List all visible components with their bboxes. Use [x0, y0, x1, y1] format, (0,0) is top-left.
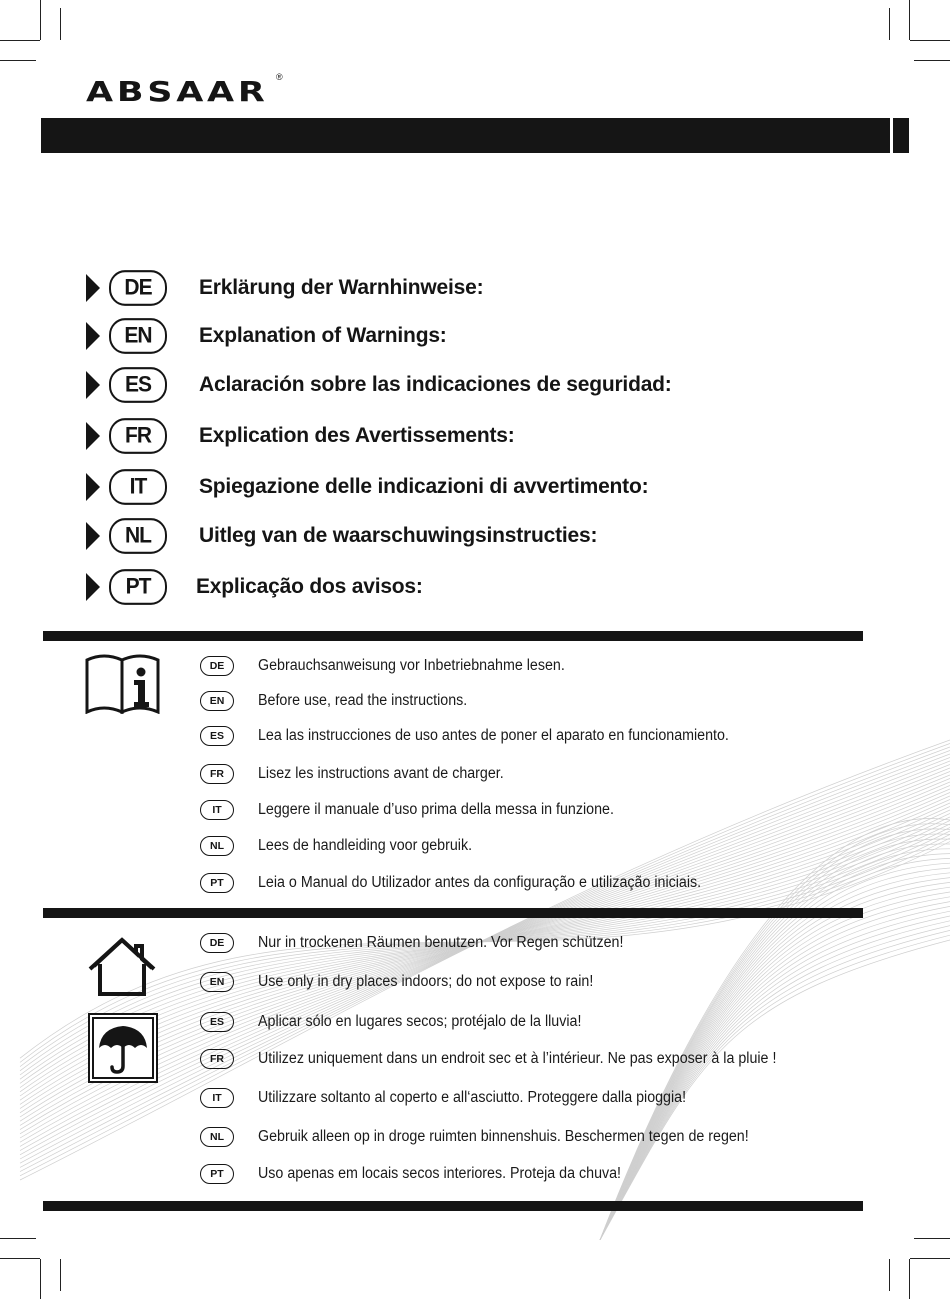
header-bar: [41, 118, 909, 153]
item-text: Gebrauchsanweisung vor Inbetriebnahme lesen.: [258, 657, 565, 674]
section-divider: [43, 908, 863, 918]
section-divider: [43, 1201, 863, 1211]
language-badge: EN: [200, 972, 234, 992]
crop-mark: [910, 1258, 950, 1259]
heading-row-pt: [86, 570, 423, 604]
crop-mark: [40, 0, 41, 40]
umbrella-keep-dry-icon: [87, 1012, 159, 1084]
crop-mark: [909, 0, 910, 40]
item-text: Utilizzare soltanto al coperto e all‘asciutto. Proteggere dalla pioggia!: [258, 1089, 687, 1106]
item-text: Nur in trockenen Räumen benutzen. Vor Regen schützen!: [258, 934, 624, 951]
list-item: [200, 1010, 610, 1034]
heading-row-nl: [86, 519, 598, 553]
language-badge: ES: [200, 726, 234, 746]
arrow-right-icon: [86, 522, 100, 550]
arrow-right-icon: [86, 422, 100, 450]
language-badge: PT: [200, 1164, 234, 1184]
list-item: [200, 1086, 723, 1110]
crop-mark: [60, 8, 61, 40]
list-item: [200, 931, 655, 955]
crop-mark: [0, 1258, 40, 1259]
heading-row-es: [86, 368, 672, 402]
crop-mark: [889, 1259, 890, 1291]
crop-mark: [60, 1259, 61, 1291]
crop-mark: [910, 40, 950, 41]
list-item: [200, 689, 485, 713]
language-badge: IT: [200, 800, 234, 820]
language-badge: NL: [200, 1127, 234, 1147]
heading-row-en: [86, 319, 447, 353]
item-text: Lisez les instructions avant de charger.: [258, 765, 504, 782]
language-badge: PT: [109, 569, 167, 605]
info-manual-icon: [84, 650, 162, 714]
section-divider: [43, 631, 863, 641]
language-badge: IT: [109, 469, 167, 505]
item-text: Lees de handleiding voor gebruik.: [258, 837, 473, 854]
language-badge: PT: [200, 873, 234, 893]
crop-mark: [914, 60, 950, 61]
arrow-right-icon: [86, 473, 100, 501]
list-item: [200, 654, 591, 678]
heading-text: Spiegazione delle indicazioni di avvertimento:: [199, 475, 649, 498]
list-item: [200, 1162, 653, 1186]
language-badge: EN: [109, 318, 167, 354]
item-text: Aplicar sólo en lugares secos; protéjalo de la lluvia!: [258, 1013, 582, 1030]
language-badge: FR: [109, 418, 167, 454]
language-badge: DE: [200, 933, 234, 953]
heading-text: Uitleg van de waarschuwingsinstructies:: [199, 524, 598, 547]
item-text: Leggere il manuale d’uso prima della messa in funzione.: [258, 801, 614, 818]
arrow-right-icon: [86, 573, 100, 601]
item-text: Before use, read the instructions.: [258, 692, 468, 709]
language-badge: EN: [200, 691, 234, 711]
item-text: Utilizez uniquement dans un endroit sec et à l’intérieur. Ne pas exposer à la pluie !: [258, 1050, 777, 1067]
language-badge: FR: [200, 764, 234, 784]
heading-row-fr: [86, 419, 515, 453]
language-badge: NL: [200, 836, 234, 856]
arrow-right-icon: [86, 322, 100, 350]
header-bar-notch: [890, 118, 893, 153]
item-text: Lea las instrucciones de uso antes de poner el aparato en funcionamiento.: [258, 727, 729, 744]
list-item: [200, 762, 525, 786]
arrow-right-icon: [86, 371, 100, 399]
list-item: [200, 834, 491, 858]
crop-mark: [0, 40, 40, 41]
heading-text: Explanation of Warnings:: [199, 324, 447, 347]
list-item: [200, 798, 645, 822]
registered-mark: ®: [276, 72, 283, 82]
arrow-right-icon: [86, 274, 100, 302]
heading-text: Erklärung der Warnhinweise:: [199, 276, 484, 299]
heading-text: Explicação dos avisos:: [196, 575, 423, 598]
list-item: [200, 724, 770, 748]
crop-mark: [889, 8, 890, 40]
language-badge: NL: [109, 518, 167, 554]
heading-text: Explication des Avertissements:: [199, 424, 515, 447]
language-badge: DE: [109, 270, 167, 306]
heading-row-it: [86, 470, 649, 504]
item-text: Gebruik alleen op in droge ruimten binnenshuis. Beschermen tegen de regen!: [258, 1128, 749, 1145]
language-badge: FR: [200, 1049, 234, 1069]
language-badge: DE: [200, 656, 234, 676]
list-item: [200, 1125, 791, 1149]
list-item: [200, 970, 622, 994]
list-item: [200, 871, 740, 895]
crop-mark: [909, 1259, 910, 1299]
house-indoor-icon: [86, 936, 158, 998]
item-text: Uso apenas em locais secos interiores. Proteja da chuva!: [258, 1165, 622, 1182]
crop-mark: [40, 1259, 41, 1299]
language-badge: ES: [200, 1012, 234, 1032]
heading-row-de: [86, 271, 484, 305]
list-item: [200, 1047, 822, 1071]
language-badge: ES: [109, 367, 167, 403]
brand-logo: ABSAAR: [86, 75, 269, 108]
item-text: Leia o Manual do Utilizador antes da configuração e utilização iniciais.: [258, 874, 702, 891]
language-badge: IT: [200, 1088, 234, 1108]
item-text: Use only in dry places indoors; do not expose to rain!: [258, 973, 594, 990]
heading-text: Aclaración sobre las indicaciones de seguridad:: [199, 373, 672, 396]
crop-mark: [0, 60, 36, 61]
